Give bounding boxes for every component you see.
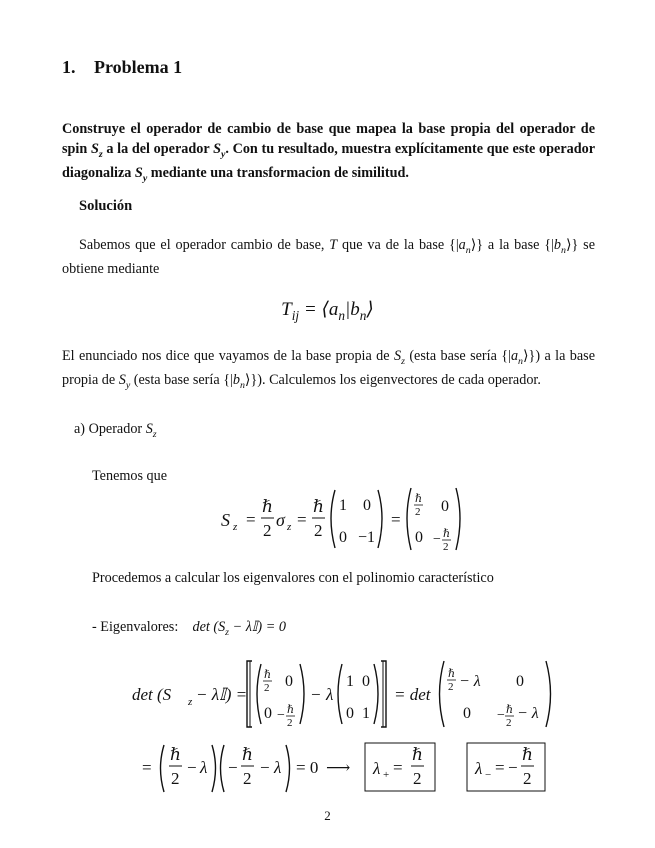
svg-text:−: − [508,758,518,777]
svg-text:σ: σ [276,510,285,530]
section-number: 1. [62,57,76,77]
section-title: Problema 1 [94,57,183,77]
svg-text:λ: λ [373,759,381,778]
paragraph-change-of-basis: Sabemos que el operador cambio de base, T que va de la base $\{|a_n⟩\}$ a la base $\{|b_n⟩\}$ se obtiene mediante [62,237,595,278]
equation-sz-matrix [215,482,475,558]
svg-text:ℏ: ℏ [242,745,253,764]
svg-text:2: 2 [264,682,270,694]
svg-text:0: 0 [339,529,347,546]
svg-text:2: 2 [448,681,454,693]
svg-text:0: 0 [264,705,272,722]
svg-text:−: − [433,532,441,547]
svg-text:2: 2 [263,521,272,540]
text-procedemos: Procedemos a calcular los eigenvalores con el polinomio característico [92,570,494,586]
text-tenemos: Tenemos que [92,468,168,484]
svg-text:1: 1 [339,497,347,514]
equation-eigenvalues [140,740,560,796]
svg-text:λ: λ [475,759,483,778]
svg-text:λ: λ [274,758,282,777]
svg-text:= 0: = 0 [296,758,319,777]
svg-text:−: − [187,758,197,777]
svg-text:2: 2 [171,769,180,788]
svg-text:−: − [260,758,270,777]
svg-text:=: = [246,510,256,529]
svg-text:ℏ: ℏ [264,669,272,681]
svg-text:+: + [383,769,390,781]
svg-text:0: 0 [346,705,354,722]
svg-text:2: 2 [413,769,422,788]
paragraph-statement: El enunciado nos dice que vayamos de la base propia de $S_z$ (esta base sería $\{|a_n⟩\}$) a la base propia de $S_y$ (esta base sería $\{|b_n⟩\}$). Calculemos los eigenvectores de cada operador. [62,348,595,392]
svg-text:ℏ: ℏ [506,704,514,716]
svg-text:=: = [142,758,152,777]
svg-text:=: = [297,510,307,529]
svg-text:ℏ: ℏ [443,528,451,540]
svg-text:2: 2 [314,521,323,540]
svg-text:− λ: − λ [517,705,539,722]
svg-text:=: = [393,758,403,777]
svg-text:S: S [221,510,230,530]
svg-text:− λ𝕀) =: − λ𝕀) = [196,685,248,704]
page-number: 2 [324,808,331,823]
svg-text:ℏ: ℏ [412,745,423,764]
svg-text:=: = [495,758,505,777]
svg-text:0: 0 [362,673,370,690]
equation-determinant [128,656,568,734]
svg-text:det (S: det (S [132,685,172,704]
svg-text:ℏ: ℏ [448,668,456,680]
svg-text:0: 0 [363,497,371,514]
svg-text:−: − [228,758,238,777]
svg-text:−1: −1 [358,529,376,546]
svg-text:ℏ: ℏ [415,493,423,505]
item-a-heading: a) Operador $S_z$ [74,421,157,440]
svg-text:2: 2 [443,541,449,553]
svg-text:−: − [277,708,285,723]
svg-text:0: 0 [463,705,471,722]
svg-text:z: z [287,521,292,533]
svg-text:− λ: − λ [459,673,481,690]
problem-statement: Construye el operador de cambio de base que mapea la base propia del operador de spin $S_z$ a la del operador $S_y$. Con tu resultado, muestra explícitamente que este operador diagonaliza $S_y$ mediante una transformacion de similitud. [62,121,595,184]
svg-text:0: 0 [516,673,524,690]
svg-text:0: 0 [285,673,293,690]
svg-text:0: 0 [415,529,423,546]
svg-text:ℏ: ℏ [313,497,324,516]
svg-text:2: 2 [415,506,421,518]
svg-text:−: − [485,769,492,781]
svg-text:1: 1 [362,705,370,722]
eigenvalues-label: - Eigenvalores: $\det (S_z$ − λ𝕀) = 0 [92,619,286,638]
svg-text:ℏ: ℏ [262,497,273,516]
svg-text:1: 1 [346,673,354,690]
svg-text:2: 2 [287,717,293,729]
svg-text:λ: λ [326,685,334,704]
svg-text:⟶: ⟶ [326,758,351,777]
svg-text:−: − [497,708,505,723]
svg-text:λ: λ [200,758,208,777]
svg-text:ℏ: ℏ [287,704,295,716]
equation-transformation: $T_{ij}$ = $⟨a_n|b_n⟩$ [281,299,374,323]
svg-text:=: = [391,510,401,529]
svg-text:2: 2 [243,769,252,788]
svg-text:2: 2 [523,769,532,788]
svg-text:ℏ: ℏ [170,745,181,764]
svg-text:−: − [311,685,321,704]
svg-text:ℏ: ℏ [522,745,533,764]
svg-text:2: 2 [506,717,512,729]
svg-text:0: 0 [441,498,449,515]
svg-text:= det: = det [394,685,431,704]
solution-heading: Solución [79,198,133,214]
svg-text:z: z [188,696,193,708]
svg-text:z: z [233,521,238,533]
